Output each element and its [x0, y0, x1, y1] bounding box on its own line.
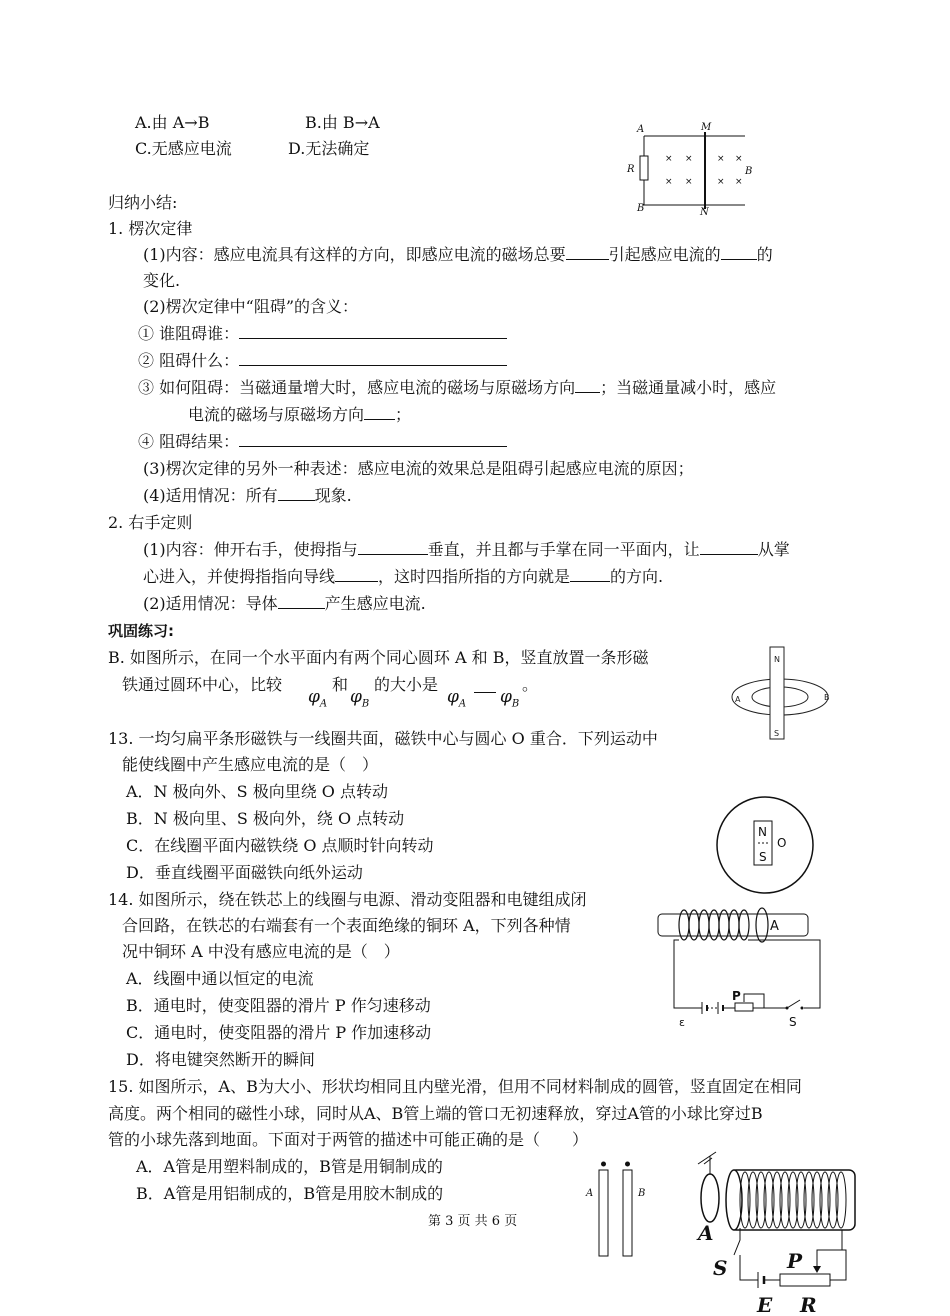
q14-line2: 合回路，在铁芯的右端套有一个表面绝缘的铜环 A，下列各种情 — [122, 916, 571, 935]
label-m: M — [701, 122, 712, 133]
option-d-top: D.无法确定 — [288, 139, 370, 158]
q15-slider-label: P — [787, 1249, 803, 1273]
q13-option-d: D．垂直线圈平面磁铁向纸外运动 — [126, 863, 363, 882]
page-footer: 第 3 页 共 6 页 — [428, 1214, 518, 1229]
option-b-top: B.由 B→A — [305, 113, 380, 132]
tube-b-label: B — [638, 1188, 646, 1199]
svg-text:×: × — [685, 177, 693, 187]
lenz-q2: ② 阻碍什么： — [138, 351, 507, 371]
label-b-right: B — [745, 166, 753, 177]
q13-line1: 13. 一均匀扁平条形磁铁与一线圈共面，磁铁中心与圆心 O 重合．下列运动中 — [108, 729, 658, 748]
lenz-q3-line1: ③ 如何阻碍：当磁通量增大时，感应电流的磁场与原磁场方向 ；当磁通量减小时，感应 — [138, 378, 777, 397]
practice-title: 巩固练习: — [108, 622, 174, 640]
q15-switch-label: S — [713, 1256, 728, 1280]
q14-option-c: C．通电时，使变阻器的滑片 P 作加速移动 — [126, 1023, 432, 1042]
label-a: A — [637, 124, 645, 135]
lenz-meaning: (2)楞次定律中“阻碍”的含义： — [143, 297, 359, 316]
lenz-q3-line2: 电流的磁场与原磁场方向 ； — [188, 405, 412, 424]
q15-line2: 高度。两个相同的磁性小球，同时从A、B管上端的管口无初速释放，穿过A管的小球比穿过B — [108, 1104, 763, 1123]
q15-line1: 15. 如图所示，A、B为大小、形状均相同且内壁光滑，但用不同材料制成的圆管，竖直固定在相同 — [108, 1077, 802, 1096]
q13-o-label: O — [777, 836, 787, 850]
svg-text:×: × — [735, 154, 743, 164]
q13-line2: 能使线圈中产生感应电流的是（ ） — [122, 755, 379, 774]
q14-option-b: B．通电时，使变阻器的滑片 P 作匀速移动 — [126, 996, 431, 1015]
magnet-n-label: N — [774, 655, 780, 664]
q14-option-a: A．线圈中通以恒定的电流 — [126, 969, 314, 988]
q15-option-b: B．A管是用铝制成的，B管是用胶木制成的 — [136, 1184, 444, 1203]
q15-battery-label: E — [757, 1293, 773, 1316]
solenoid-ring-figure — [690, 1150, 870, 1316]
label-r: R — [627, 164, 635, 175]
label-n: N — [700, 207, 709, 218]
magnet-s-label: S — [774, 729, 780, 738]
right-hand-line1: (1)内容：伸开右手，使拇指与 垂直，并且都与手掌在同一平面内，让 从掌 — [143, 540, 790, 559]
q14-emf-label: ε — [679, 1016, 685, 1029]
q13-option-a: A．N 极向外、S 极向里绕 O 点转动 — [126, 782, 388, 801]
lenz-q1: ① 谁阻碍谁： — [138, 324, 507, 344]
q13-n-label: N — [758, 825, 767, 839]
lenz-content-line1: (1)内容：感应电流具有这样的方向，即感应电流的磁场总要 引起感应电流的 的 — [143, 245, 773, 264]
q14-switch-label: S — [789, 1015, 797, 1029]
svg-text:×: × — [685, 154, 693, 164]
lenz-alt-statement: (3)楞次定律的另外一种表述：感应电流的效果总是阻碍引起感应电流的原因； — [143, 459, 694, 478]
lenz-q4: ④ 阻碍结果： — [138, 432, 507, 452]
rail-circuit-figure — [620, 118, 760, 218]
lenz-content-line2: 变化. — [143, 271, 181, 290]
ring-a-label: A — [735, 695, 741, 704]
q14-option-d: D．将电键突然断开的瞬间 — [126, 1050, 315, 1069]
solenoid-circuit-figure — [652, 902, 832, 1030]
ring-b-label: B — [824, 693, 830, 702]
svg-text:×: × — [735, 177, 743, 187]
q14-p-label: P — [732, 989, 741, 1003]
q15-line3: 管的小球先落到地面。下面对于两管的描述中可能正确的是（ ） — [108, 1130, 589, 1149]
right-hand-title: 2. 右手定则 — [108, 513, 193, 532]
q15-option-a: A．A管是用塑料制成的，B管是用铜制成的 — [136, 1157, 443, 1176]
q15-resistor-label: R — [800, 1293, 817, 1316]
option-c-top: C.无感应电流 — [135, 139, 232, 158]
q15-ring-label: A — [698, 1221, 714, 1245]
right-hand-line2: 心进入，并使拇指指向导线 ，这时四指所指的方向就是 的方向. — [143, 567, 664, 586]
lenz-title: 1. 楞次定律 — [108, 219, 193, 238]
svg-text:×: × — [717, 154, 725, 164]
q13-option-c: C．在线圈平面内磁铁绕 O 点顺时针向转动 — [126, 836, 434, 855]
q13-s-label: S — [759, 850, 767, 864]
lenz-applicability: (4)适用情况：所有 现象. — [143, 486, 352, 505]
q13-option-b: B．N 极向里、S 极向外，绕 O 点转动 — [126, 809, 405, 828]
summary-title: 归纳小结: — [108, 193, 178, 212]
q14-line3: 况中铜环 A 中没有感应电流的是（ ） — [122, 942, 400, 961]
q14-ring-label: A — [770, 919, 779, 934]
coil-magnet-figure — [705, 795, 825, 895]
qb-line2: 铁通过圆环中心，比较 $\varphi_A$ 和 $\varphi_B$ 的大小是 $\varphi_A$ $\varphi_B$ 。 — [122, 675, 539, 710]
svg-text:×: × — [717, 177, 725, 187]
q14-line1: 14. 如图所示，绕在铁芯上的线圈与电源、滑动变阻器和电键组成闭 — [108, 890, 587, 909]
right-hand-applicability: (2)适用情况：导体 产生感应电流. — [143, 594, 426, 613]
tube-a-label: A — [586, 1188, 594, 1199]
qb-line1: B. 如图所示，在同一个水平面内有两个同心圆环 A 和 B，竖直放置一条形磁 — [108, 648, 649, 667]
label-b-bottom: B — [637, 203, 645, 214]
option-a-top: A.由 A→B — [135, 113, 210, 132]
svg-text:×: × — [665, 177, 673, 187]
svg-text:×: × — [665, 154, 673, 164]
tubes-figure — [578, 1158, 658, 1262]
magnet-rings-figure — [725, 642, 840, 742]
